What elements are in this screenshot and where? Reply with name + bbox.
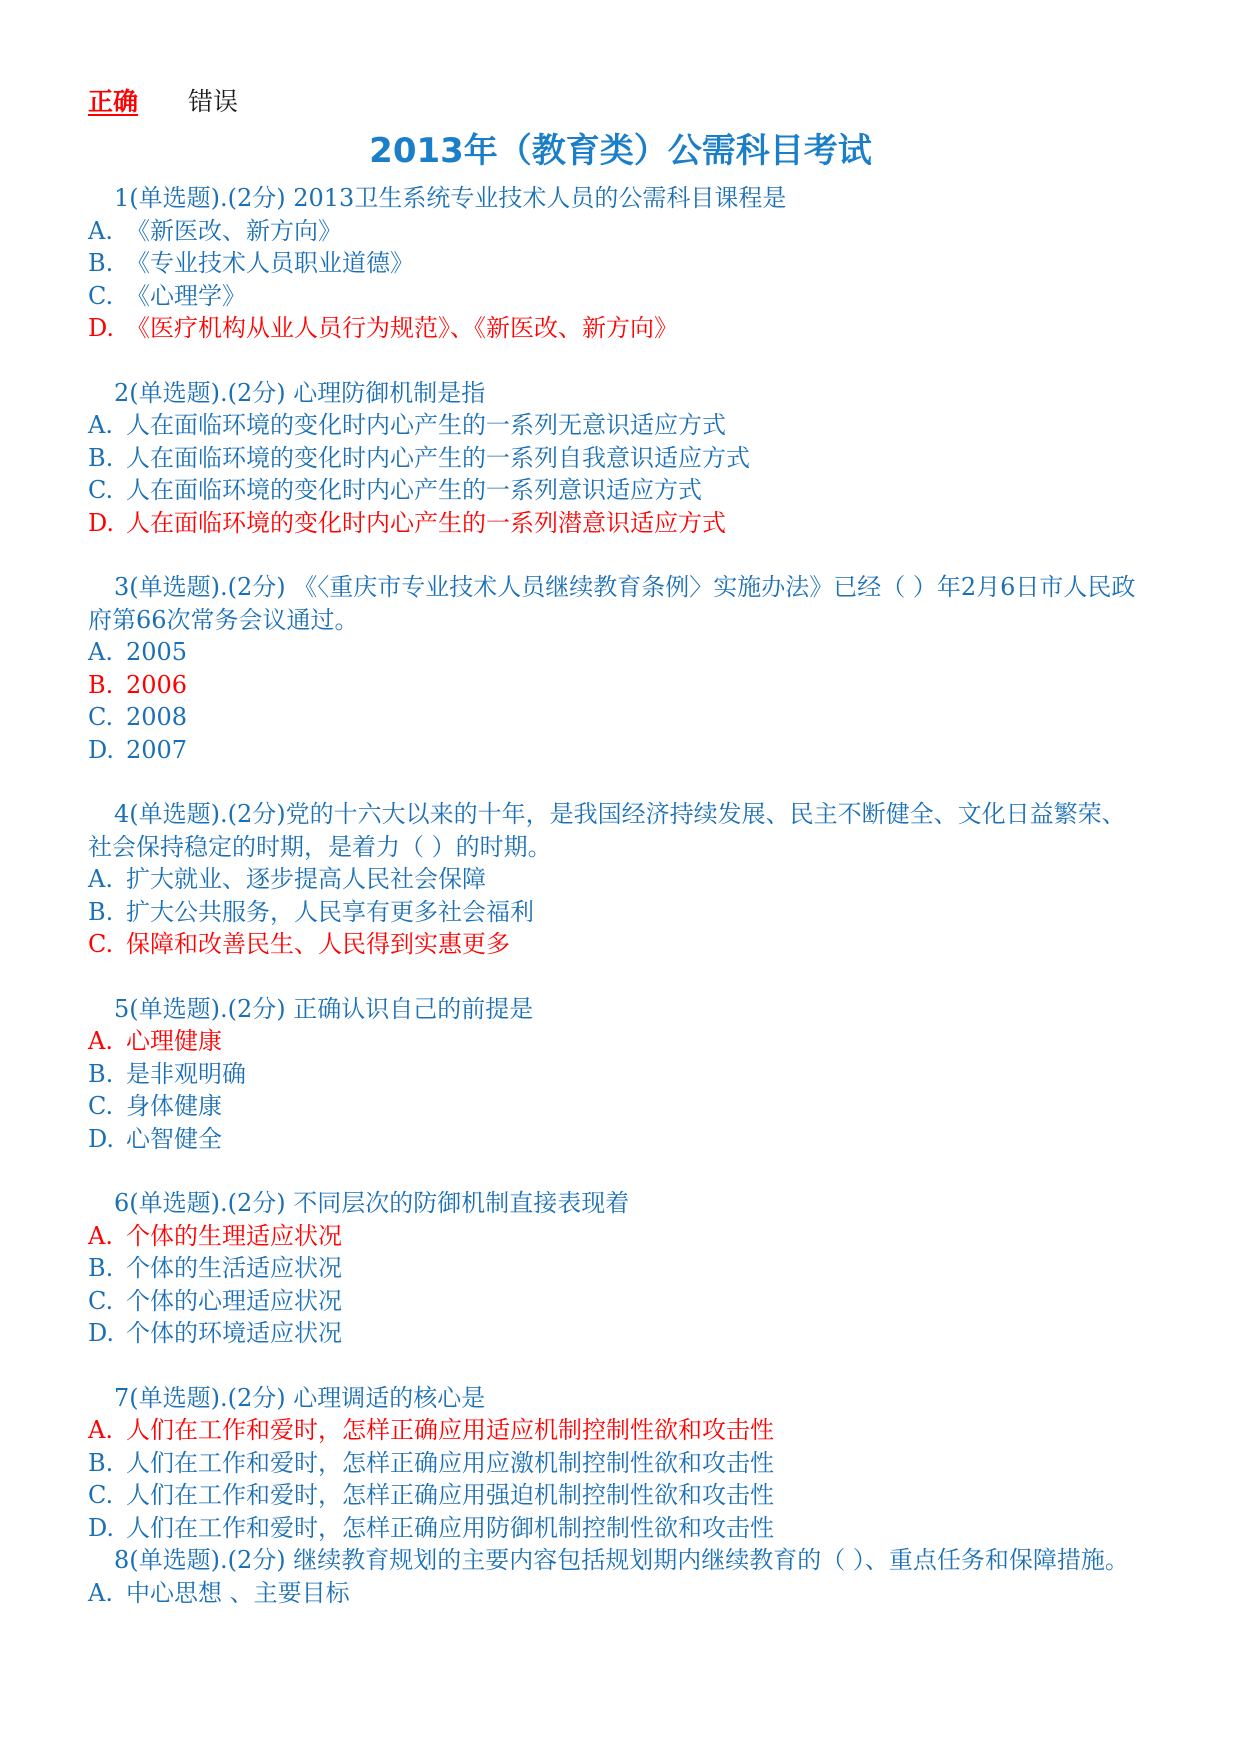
question-stem: 7(单选题).(2分) 心理调适的核心是 — [114, 1383, 486, 1412]
option-letter: B. — [88, 1448, 114, 1477]
option-letter: A. — [88, 1027, 113, 1055]
option-a — [88, 636, 1148, 669]
option-letter: D. — [88, 314, 115, 342]
option-a — [88, 1220, 1148, 1253]
option-letter: C. — [88, 281, 114, 310]
option-c — [88, 1479, 1148, 1512]
option-c — [88, 474, 1148, 507]
option-text: 人们在工作和爱时，怎样正确应用适应机制控制性欲和攻击性 — [126, 1416, 774, 1444]
option-letter: A. — [88, 638, 113, 666]
option-letter: D. — [88, 508, 115, 537]
option-c — [88, 928, 1148, 961]
option-b — [88, 1447, 1148, 1480]
question-list — [88, 182, 1148, 1641]
option-c — [88, 1090, 1148, 1123]
option-letter: D. — [88, 1513, 115, 1542]
option-letter: C. — [88, 703, 114, 731]
option-a — [88, 863, 1148, 896]
option-text: 《新医改、新方向》 — [126, 216, 342, 245]
option-letter: A. — [88, 1221, 113, 1250]
option-text: 是非观明确 — [126, 1059, 246, 1088]
option-letter: B. — [88, 670, 114, 699]
question-8 — [88, 1544, 1148, 1609]
option-d — [88, 1317, 1148, 1350]
option-d — [88, 507, 1148, 540]
option-c — [88, 701, 1148, 734]
option-text: 2008 — [126, 703, 188, 731]
option-text: 中心思想 、主要目标 — [126, 1578, 350, 1607]
option-letter: D. — [88, 735, 115, 764]
option-text: 人们在工作和爱时，怎样正确应用应激机制控制性欲和攻击性 — [126, 1448, 774, 1477]
question-stem: 4(单选题).(2分)党的十六大以来的十年，是我国经济持续发展、民主不断健全、文化日益繁荣、社会保持稳定的时期，是着力（ ）的时期。 — [88, 800, 1126, 861]
option-text: 2007 — [126, 735, 188, 764]
option-letter: D. — [88, 1319, 115, 1347]
option-a — [88, 215, 1148, 248]
question-stem: 3(单选题).(2分) 《〈重庆市专业技术人员继续教育条例〉实施办法》已经（ ）年2月6日市人民政府第66次常务会议通过。 — [88, 573, 1136, 634]
option-text: 个体的生理适应状况 — [126, 1221, 342, 1250]
option-text: 人在面临环境的变化时内心产生的一系列无意识适应方式 — [126, 411, 726, 439]
option-b — [88, 896, 1148, 929]
option-letter: C. — [88, 1286, 114, 1315]
option-text: 心理健康 — [126, 1027, 222, 1055]
option-b — [88, 669, 1148, 702]
legend-correct: 正确 — [88, 87, 139, 116]
option-letter: A. — [88, 411, 113, 439]
option-text: 《心理学》 — [126, 281, 246, 310]
question-1 — [88, 182, 1148, 345]
option-letter: B. — [88, 1254, 114, 1282]
option-text: 扩大就业、逐步提高人民社会保障 — [126, 865, 486, 893]
question-stem: 5(单选题).(2分) 正确认识自己的前提是 — [114, 994, 534, 1023]
option-b — [88, 442, 1148, 475]
question-stem: 8(单选题).(2分) 继续教育规划的主要内容包括规划期内继续教育的（ ）、重点任务和保障措施。 — [114, 1546, 1129, 1574]
option-letter: B. — [88, 897, 114, 926]
option-text: 人们在工作和爱时，怎样正确应用防御机制控制性欲和攻击性 — [126, 1513, 774, 1542]
option-d — [88, 1123, 1148, 1156]
option-text: 人在面临环境的变化时内心产生的一系列自我意识适应方式 — [126, 443, 750, 472]
option-text: 心智健全 — [126, 1124, 222, 1153]
question-7 — [88, 1382, 1148, 1545]
page-title: 2013年（教育类）公需科目考试 — [369, 131, 872, 171]
option-text: 保障和改善民生、人民得到实惠更多 — [126, 930, 510, 958]
option-letter: B. — [88, 1059, 114, 1088]
option-text: 人在面临环境的变化时内心产生的一系列潜意识适应方式 — [126, 508, 726, 537]
option-letter: A. — [88, 216, 113, 245]
option-text: 个体的生活适应状况 — [126, 1254, 342, 1282]
option-c — [88, 280, 1148, 313]
option-b — [88, 247, 1148, 280]
option-c — [88, 1285, 1148, 1318]
option-letter: C. — [88, 476, 114, 504]
option-text: 身体健康 — [126, 1092, 222, 1120]
question-stem: 2(单选题).(2分) 心理防御机制是指 — [114, 378, 486, 407]
option-text: 《医疗机构从业人员行为规范》、《新医改、新方向》 — [126, 314, 678, 342]
option-letter: D. — [88, 1124, 115, 1153]
option-d — [88, 734, 1148, 767]
question-4 — [88, 798, 1148, 961]
option-text: 人们在工作和爱时，怎样正确应用强迫机制控制性欲和攻击性 — [126, 1481, 774, 1509]
option-letter: C. — [88, 1092, 114, 1120]
option-text: 个体的心理适应状况 — [126, 1286, 342, 1315]
option-text: 2005 — [126, 638, 188, 666]
answer-legend — [88, 84, 238, 120]
option-b — [88, 1252, 1148, 1285]
question-5 — [88, 993, 1148, 1156]
option-letter: A. — [88, 1578, 113, 1607]
option-text: 《专业技术人员职业道德》 — [126, 249, 414, 277]
question-6 — [88, 1187, 1148, 1350]
option-a — [88, 1414, 1148, 1447]
question-3 — [88, 571, 1148, 766]
option-text: 人在面临环境的变化时内心产生的一系列意识适应方式 — [126, 476, 702, 504]
option-d — [88, 1512, 1148, 1545]
question-stem: 6(单选题).(2分) 不同层次的防御机制直接表现着 — [114, 1189, 630, 1217]
option-text: 扩大公共服务，人民享有更多社会福利 — [126, 897, 534, 926]
option-letter: A. — [88, 865, 113, 893]
option-letter: C. — [88, 1481, 114, 1509]
option-text: 个体的环境适应状况 — [126, 1319, 342, 1347]
option-letter: A. — [88, 1416, 113, 1444]
option-b — [88, 1058, 1148, 1091]
option-letter: C. — [88, 930, 114, 958]
option-letter: B. — [88, 249, 114, 277]
option-text: 2006 — [126, 670, 188, 699]
option-a — [88, 409, 1148, 442]
question-2 — [88, 377, 1148, 540]
option-a — [88, 1577, 1148, 1610]
option-a — [88, 1025, 1148, 1058]
option-d — [88, 312, 1148, 345]
legend-wrong: 错误 — [188, 87, 239, 116]
option-letter: B. — [88, 443, 114, 472]
question-stem: 1(单选题).(2分) 2013卫生系统专业技术人员的公需科目课程是 — [114, 184, 787, 212]
